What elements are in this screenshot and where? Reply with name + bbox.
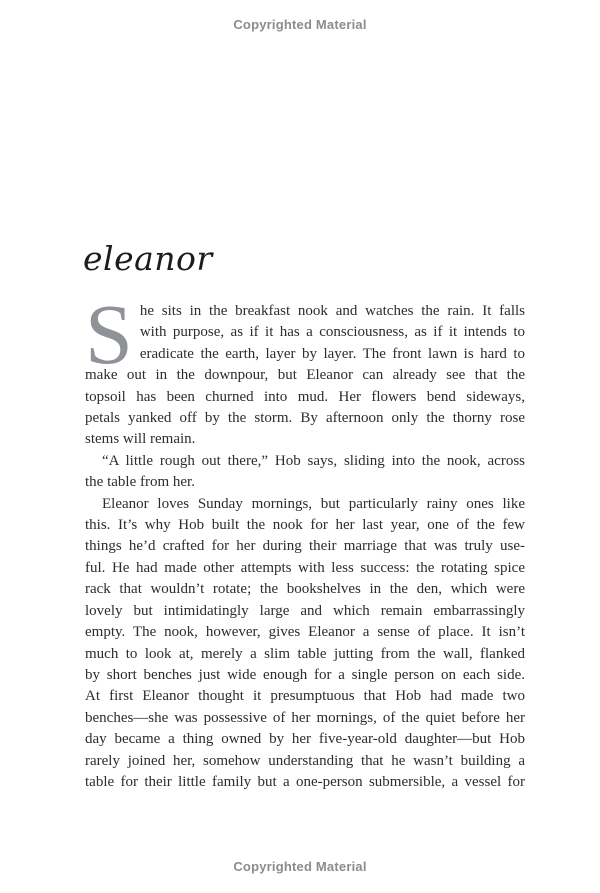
text-line: benches—she was possessive of her mornings, of the quiet before her [85, 709, 525, 726]
text-block [85, 286, 525, 793]
copyright-notice-bottom: Copyrighted Material [233, 859, 367, 874]
text-line: table for their little family but a one-person submersible, a vessel for [85, 773, 525, 790]
text-line: petals yanked off by the storm. By afternoon only the thorny rose [85, 410, 525, 427]
paragraph [85, 494, 525, 794]
text-line: lovely but intimidatingly large and which remain embarrassingly [85, 602, 525, 619]
text-line: empty. The nook, however, gives Eleanor a sense of place. It isn’t [85, 624, 525, 641]
text-line: Eleanor loves Sunday mornings, but particularly rainy ones like [102, 495, 525, 512]
text-line: At first Eleanor thought it presumptuous that Hob had made two [85, 688, 525, 705]
text-line: ful. He had made other attempts with less success: the rotating spice [85, 559, 525, 576]
text-line: he sits in the breakfast nook and watches the rain. It falls [139, 303, 525, 319]
text-line: make out in the downpour, but Eleanor can already see that the [85, 367, 525, 384]
text-line: by short benches just wide enough for a single person on each side. [85, 666, 525, 683]
text-line: things he’d crafted for her during their marriage that was truly use- [85, 538, 525, 555]
text-line: “A little rough out there,” Hob says, sliding into the nook, across [102, 452, 525, 469]
text-line: stems will remain. [85, 431, 196, 448]
text-line: rack that wouldn’t rotate; the bookshelves in the den, which were [85, 581, 525, 598]
text-line: this. It’s why Hob built the nook for her last year, one of the few [85, 517, 525, 534]
text-line: the table from her. [85, 474, 195, 491]
text-line: much to look at, merely a slim table jutting from the wall, flanked [85, 645, 525, 662]
copyright-notice-top: Copyrighted Material [233, 17, 367, 32]
paragraph [85, 286, 525, 451]
chapter-title: eleanor [83, 239, 213, 278]
text-line: topsoil has been churned into mud. Her flowers bend sideways, [85, 388, 525, 405]
drop-cap: S [85, 286, 133, 382]
text-line: rarely joined her, somehow understanding that he wasn’t building a [85, 752, 525, 769]
text-line: with purpose, as if it has a consciousness, as if it intends to [139, 324, 525, 341]
text-line: day became a thing owned by her five-year-old daughter—but Hob [85, 731, 525, 748]
text-line: eradicate the earth, layer by layer. The front lawn is hard to [139, 345, 525, 362]
paragraph [85, 451, 525, 494]
